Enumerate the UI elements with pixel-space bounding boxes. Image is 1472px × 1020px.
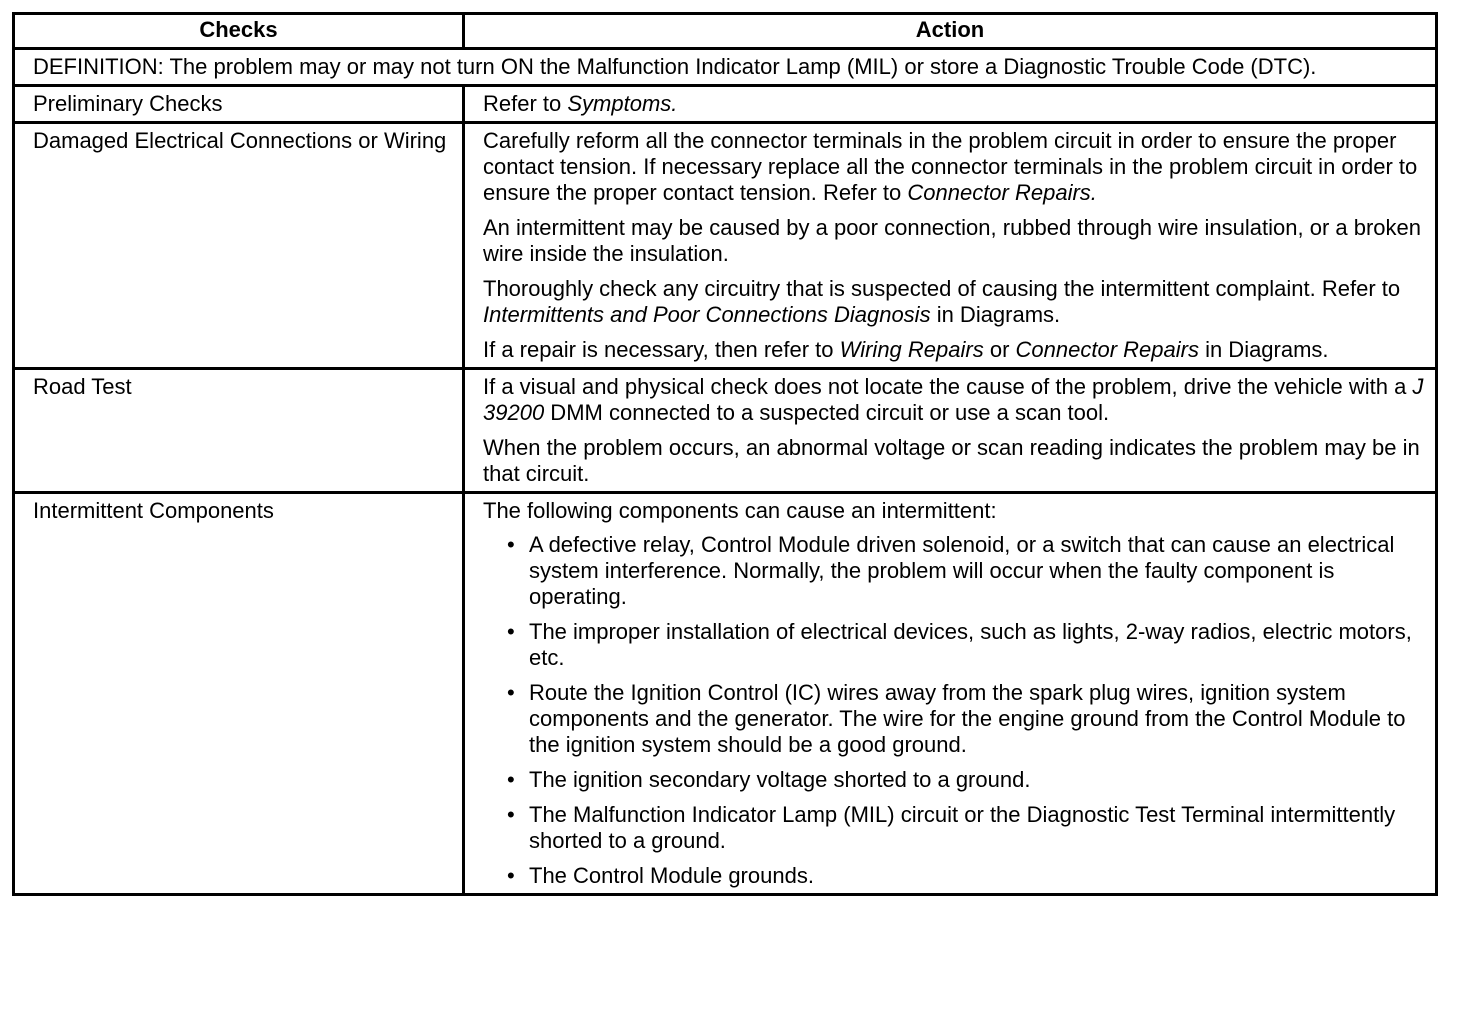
reference-j39200: J 39200 <box>483 374 1424 425</box>
reference-connector-repairs: Connector Repairs <box>1015 337 1199 362</box>
bullet-icon: • <box>507 802 515 827</box>
bullet-icon: • <box>507 680 515 705</box>
reference-symptoms: Symptoms. <box>567 91 678 116</box>
header-row <box>14 14 1437 49</box>
definition-text: DEFINITION: The problem may or may not turn ON the Malfunction Indicator Lamp (MIL) or store a Diagnostic Trouble Code (DTC). <box>14 49 1437 86</box>
definition-row <box>14 49 1437 86</box>
bullet-icon: • <box>507 619 515 644</box>
list-item-text: The Malfunction Indicator Lamp (MIL) circuit or the Diagnostic Test Terminal intermittently shorted to a ground. <box>529 802 1396 853</box>
table-row-damaged <box>14 123 1437 369</box>
action-preliminary <box>464 86 1437 123</box>
action-text: in Diagrams. <box>930 302 1061 327</box>
table-row-road-test <box>14 369 1437 493</box>
list-item-text: A defective relay, Control Module driven solenoid, or a switch that can cause an electrical system interference. Normally, the problem will occur when the faulty component is operating. <box>529 532 1395 609</box>
check-preliminary: Preliminary Checks <box>14 86 464 123</box>
action-paragraph: When the problem occurs, an abnormal voltage or scan reading indicates the problem may be in that circuit. <box>483 435 1420 486</box>
action-paragraph <box>483 276 1425 328</box>
action-text: If a repair is necessary, then refer to <box>483 337 840 362</box>
list-item <box>483 680 1425 758</box>
check-damaged: Damaged Electrical Connections or Wiring <box>14 123 464 369</box>
bullets-intro: The following components can cause an intermittent: <box>483 498 997 523</box>
check-road-test: Road Test <box>14 369 464 493</box>
action-damaged <box>464 123 1437 369</box>
list-item-text: The ignition secondary voltage shorted to a ground. <box>529 767 1031 792</box>
bullet-icon: • <box>507 863 515 888</box>
reference-intermittents-diagnosis: Intermittents and Poor Connections Diagnosis <box>483 302 931 327</box>
table-row-intermittent <box>14 493 1437 895</box>
action-paragraph <box>483 374 1425 426</box>
diagnostic-table <box>12 12 1438 896</box>
action-paragraph <box>483 337 1425 363</box>
reference-wiring-repairs: Wiring Repairs <box>839 337 984 362</box>
table-row-preliminary <box>14 86 1437 123</box>
action-paragraph: An intermittent may be caused by a poor connection, rubbed through wire insulation, or a broken wire inside the insulation. <box>483 215 1421 266</box>
action-text: If a visual and physical check does not locate the cause of the problem, drive the vehicle with a <box>483 374 1413 399</box>
component-list <box>483 532 1425 889</box>
header-checks: Checks <box>14 14 464 49</box>
action-text: in Diagrams. <box>1198 337 1329 362</box>
list-item <box>483 532 1425 610</box>
list-item-text: Route the Ignition Control (IC) wires away from the spark plug wires, ignition system components and the generator. The wire for the engine ground from the Control Module to the ignition system should be a good ground. <box>529 680 1406 757</box>
list-item <box>483 767 1425 793</box>
action-text: DMM connected to a suspected circuit or use a scan tool. <box>544 400 1110 425</box>
action-road-test <box>464 369 1437 493</box>
bullet-icon: • <box>507 532 515 557</box>
list-item <box>483 802 1425 854</box>
header-action: Action <box>464 14 1437 49</box>
action-text: Carefully reform all the connector terminals in the problem circuit in order to ensure the proper contact tension. If necessary replace all the connector terminals in the problem circuit in order to ensure the proper contact tension. Refer to <box>483 128 1418 205</box>
list-item <box>483 619 1425 671</box>
list-item-text: The Control Module grounds. <box>529 863 814 888</box>
action-text: Refer to <box>483 91 568 116</box>
action-text: Thoroughly check any circuitry that is suspected of causing the intermittent complaint. Refer to <box>483 276 1401 301</box>
bullet-icon: • <box>507 767 515 792</box>
reference-connector-repairs: Connector Repairs. <box>907 180 1097 205</box>
list-item-text: The improper installation of electrical devices, such as lights, 2-way radios, electric motors, etc. <box>529 619 1412 670</box>
action-intermittent <box>464 493 1437 895</box>
action-paragraph <box>483 128 1425 206</box>
list-item <box>483 863 1425 889</box>
action-text: or <box>983 337 1016 362</box>
check-intermittent: Intermittent Components <box>14 493 464 895</box>
